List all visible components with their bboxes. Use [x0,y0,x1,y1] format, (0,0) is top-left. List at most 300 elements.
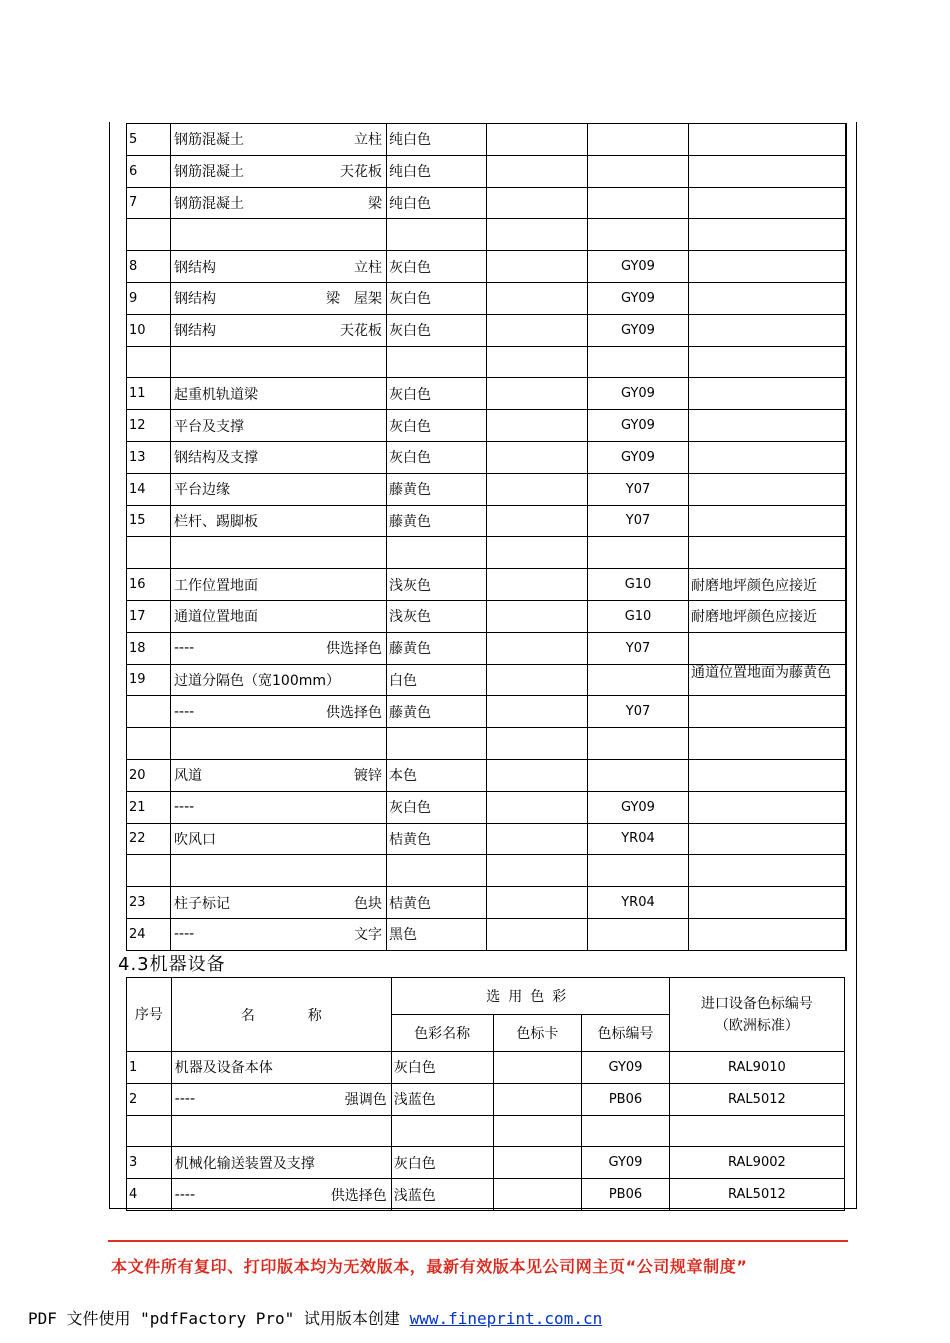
cell-color-card [487,378,588,410]
cell-color-code: GY09 [588,791,689,823]
note-text: 耐磨地坪颜色应接近 [691,577,817,594]
cell-color-name: 纯白色 [387,124,487,156]
table-row [127,632,846,664]
cell-color-card [493,1115,582,1147]
pdf-creator-line [28,1306,602,1329]
item-name: 平台边缘 [174,482,230,499]
header-name-a: 名 [240,1007,255,1024]
table-row [127,410,846,442]
cell-name-wrap [174,924,386,944]
cell-note [689,282,846,314]
cell-color-name: 灰白色 [387,378,487,410]
cell-color-card [487,791,588,823]
cell-num: 19 [127,664,171,696]
cell-color-card [487,124,588,156]
cell-ral-code: RAL9010 [669,1052,844,1084]
cell-color-name: 藤黄色 [387,473,487,505]
cell-color-name: 灰白色 [387,441,487,473]
cell-color-name: 本色 [387,759,487,791]
cell-name [171,410,387,442]
cell-name [171,219,387,251]
cell-name-wrap [174,193,386,213]
cell-name-wrap [175,1185,391,1205]
header-name-b: 称 [307,1007,322,1024]
table-row [127,696,846,728]
cell-num: 16 [127,569,171,601]
color-table-body [127,124,846,951]
cell-name [171,505,387,537]
cell-color-card [487,569,588,601]
cell-color-card [493,1052,582,1084]
cell-num [127,696,171,728]
item-name: ---- [174,640,195,657]
item-subname: 供选择色 [326,704,382,721]
cell-note [689,155,846,187]
cell-note [689,600,846,632]
cell-color-code: GY09 [582,1147,670,1179]
cell-note [689,791,846,823]
table-row [127,282,846,314]
header-color-code: 色标编号 [582,1015,670,1052]
cell-name [171,1147,391,1179]
cell-num [127,346,171,378]
cell-color-name: 浅蓝色 [391,1083,493,1115]
item-name: 钢筋混凝土 [174,195,244,212]
cell-color-code [588,155,689,187]
cell-num [127,728,171,760]
cell-color-code: YR04 [588,823,689,855]
item-subname: 色块 [354,895,382,912]
cell-color-code: GY09 [588,282,689,314]
cell-color-card [487,219,588,251]
cell-num: 13 [127,441,171,473]
cell-color-card [487,537,588,569]
cell-name-wrap [174,447,386,467]
table-row [127,124,846,156]
cell-num: 22 [127,823,171,855]
cell-color-code: GY09 [582,1052,670,1084]
cell-name [171,823,387,855]
table-row [127,473,846,505]
item-name: ---- [174,1186,196,1203]
cell-num: 17 [127,600,171,632]
cell-color-card [487,632,588,664]
pdf-prefix: PDF 文件使用 "pdfFactory Pro" 试用版本创建 [28,1309,410,1328]
cell-name [171,282,387,314]
cell-num: 4 [127,1179,172,1211]
cell-name-wrap [174,479,386,499]
item-subname: 立柱 [354,259,382,276]
cell-note [689,473,846,505]
cell-note [689,314,846,346]
cell-color-code [582,1115,670,1147]
cell-color-card [487,473,588,505]
cell-color-code [588,187,689,219]
cell-num [127,855,171,887]
item-name: 风道 [174,768,202,785]
cell-color-name: 灰白色 [387,314,487,346]
cell-color-card [487,314,588,346]
cell-num: 15 [127,505,171,537]
item-name: 机器及设备本体 [174,1060,273,1077]
cell-color-card [487,282,588,314]
cell-note [689,759,846,791]
item-name: 起重机轨道梁 [174,386,258,403]
cell-color-name [387,219,487,251]
table-row [127,505,846,537]
table-row [127,791,846,823]
cell-num: 3 [127,1147,172,1179]
cell-name [171,378,387,410]
cell-color-card [493,1179,582,1211]
table-row [127,728,846,760]
cell-note [689,410,846,442]
cell-color-name [387,855,487,887]
item-name: ---- [174,703,195,720]
cell-name [171,887,387,919]
cell-color-card [487,251,588,283]
cell-color-code: PB06 [582,1179,670,1211]
cell-color-code [588,346,689,378]
cell-color-name: 桔黄色 [387,887,487,919]
footer-notice: 本文件所有复印、打印版本均为无效版本，最新有效版本见公司网主页“公司规章制度” [111,1257,748,1276]
cell-color-code: PB06 [582,1083,670,1115]
cell-name [171,251,387,283]
table-row [127,855,846,887]
cell-num: 11 [127,378,171,410]
cell-color-code: Y07 [588,632,689,664]
cell-color-code: YR04 [588,887,689,919]
cell-name-wrap [174,638,386,658]
header-import-line2: （欧洲标准） [714,1017,799,1034]
table-row [127,1147,845,1179]
cell-color-code: Y07 [588,696,689,728]
cell-color-name: 浅灰色 [387,600,487,632]
cell-color-name [387,728,487,760]
table-row [127,887,846,919]
cell-num [127,537,171,569]
table-row [127,918,846,950]
cell-name [171,124,387,156]
table-row [127,155,846,187]
cell-color-name: 纯白色 [387,155,487,187]
cell-color-name: 白色 [387,664,487,696]
cell-color-name [387,537,487,569]
table-row [127,1052,845,1084]
item-name: 栏杆、踢脚板 [174,513,258,530]
table-row [127,759,846,791]
cell-num: 6 [127,155,171,187]
cell-color-name: 黑色 [387,918,487,950]
cell-note [689,441,846,473]
cell-name-wrap [175,1089,391,1109]
cell-color-code: GY09 [588,410,689,442]
header-import-line1: 进口设备色标编号 [700,995,813,1012]
section-title: 4.3机器设备 [118,954,226,975]
header-color-group: 选用色彩 [391,978,669,1015]
cell-color-name: 藤黄色 [387,505,487,537]
cell-name [171,728,387,760]
item-name: 通道位置地面 [174,609,258,626]
cell-note [689,569,846,601]
cell-name [171,759,387,791]
table-row [127,569,846,601]
table-header-row [127,978,845,1015]
cell-color-code: Y07 [588,505,689,537]
cell-color-code [588,728,689,760]
cell-color-name: 浅灰色 [387,569,487,601]
table-row [127,600,846,632]
cell-name [171,155,387,187]
cell-ral-code: RAL9002 [669,1147,844,1179]
cell-color-name: 灰白色 [391,1147,493,1179]
item-subname: 强调色 [344,1092,387,1109]
cell-note [689,728,846,760]
table-row [127,378,846,410]
cell-color-name: 纯白色 [387,187,487,219]
cell-color-code [588,664,689,696]
cell-color-card [487,155,588,187]
item-subname: 供选择色 [330,1187,387,1204]
cell-name [171,1083,391,1115]
cell-color-code: GY09 [588,441,689,473]
machine-table-body [127,978,845,1211]
cell-name [171,1179,391,1211]
cell-name-wrap [174,288,386,308]
cell-name [171,473,387,505]
cell-color-code [588,759,689,791]
cell-note [689,124,846,156]
cell-color-code: GY09 [588,378,689,410]
cell-color-card [487,441,588,473]
item-name: 柱子标记 [174,895,230,912]
cell-name-wrap [174,575,386,595]
cell-color-code: Y07 [588,473,689,505]
item-name: ---- [174,1091,196,1108]
cell-color-code [588,537,689,569]
cell-name [171,314,387,346]
cell-name [171,569,387,601]
cell-name [171,918,387,950]
cell-ral-code: RAL5012 [669,1083,844,1115]
cell-name [171,346,387,378]
header-color-card: 色标卡 [493,1015,582,1052]
cell-note [689,918,846,950]
cell-color-card [493,1147,582,1179]
cell-note [689,855,846,887]
cell-ral-code: RAL5012 [669,1179,844,1211]
item-name: 过道分隔色（宽100mm） [174,672,340,689]
cell-name [171,187,387,219]
item-name: 钢结构及支撑 [174,450,258,467]
cell-color-card [487,728,588,760]
cell-color-card [487,410,588,442]
table-row [127,219,846,251]
item-subname: 梁 屋架 [326,291,382,308]
cell-name-wrap [174,765,386,785]
cell-note [689,823,846,855]
cell-name-wrap [174,829,386,849]
cell-color-name: 灰白色 [391,1052,493,1084]
cell-name-wrap [174,384,386,404]
item-name: 钢筋混凝土 [174,164,244,181]
cell-color-name: 藤黄色 [387,696,487,728]
item-subname: 梁 [368,195,382,212]
cell-name [171,537,387,569]
table-row [127,314,846,346]
cell-color-card [487,823,588,855]
cell-num: 7 [127,187,171,219]
cell-color-name: 灰白色 [387,282,487,314]
item-name: 钢结构 [174,291,216,308]
footer-divider [108,1240,848,1242]
header-seq: 序号 [127,978,172,1052]
cell-num: 24 [127,918,171,950]
header-color-name: 色彩名称 [391,1015,493,1052]
cell-name-wrap [175,1057,391,1077]
cell-name [171,441,387,473]
item-subname: 镀锌 [354,768,382,785]
table-row [127,441,846,473]
cell-name-wrap [174,511,386,531]
cell-name [171,1115,391,1147]
cell-color-name [387,346,487,378]
item-name: 钢结构 [174,259,216,276]
item-name: 机械化输送装置及支撑 [174,1155,315,1172]
cell-color-code: GY09 [588,251,689,283]
cell-name-wrap [175,1153,391,1173]
table-row [127,664,846,696]
color-table-buildings [126,123,847,951]
cell-num: 21 [127,791,171,823]
item-name: 平台及支撑 [174,418,244,435]
fineprint-link[interactable]: www.fineprint.com.cn [409,1309,603,1328]
cell-num: 20 [127,759,171,791]
table-row [127,537,846,569]
table-row [127,187,846,219]
cell-note [689,346,846,378]
cell-color-code [588,855,689,887]
item-name: 吹风口 [174,831,216,848]
cell-num: 10 [127,314,171,346]
header-import-code [669,978,844,1052]
cell-color-card [487,696,588,728]
item-name: 工作位置地面 [174,577,258,594]
cell-num: 18 [127,632,171,664]
cell-color-card [487,600,588,632]
cell-color-card [487,918,588,950]
cell-color-card [487,187,588,219]
table-row [127,1083,845,1115]
cell-color-card [487,346,588,378]
cell-name-wrap [174,670,386,690]
cell-name [171,1052,391,1084]
cell-name-wrap [174,606,386,626]
cell-num: 8 [127,251,171,283]
cell-color-name: 灰白色 [387,410,487,442]
cell-color-name: 浅蓝色 [391,1179,493,1211]
cell-name-wrap [174,161,386,181]
cell-num: 12 [127,410,171,442]
cell-color-code: G10 [588,569,689,601]
item-name: ---- [174,799,195,816]
cell-num: 23 [127,887,171,919]
cell-color-code [588,124,689,156]
cell-color-card [487,887,588,919]
cell-name-wrap [174,416,386,436]
cell-note [689,696,846,728]
cell-num: 2 [127,1083,172,1115]
cell-num: 14 [127,473,171,505]
cell-num: 5 [127,124,171,156]
cell-color-name: 桔黄色 [387,823,487,855]
cell-num: 9 [127,282,171,314]
cell-name [171,855,387,887]
cell-name [171,664,387,696]
table-row [127,1115,845,1147]
table-row [127,251,846,283]
cell-name [171,696,387,728]
note-text: 耐磨地坪颜色应接近 [691,609,817,626]
cell-color-code: GY09 [588,314,689,346]
cell-color-name: 灰白色 [387,791,487,823]
cell-note [689,251,846,283]
cell-color-card [487,664,588,696]
table-row [127,1179,845,1211]
cell-name-wrap [174,799,386,815]
cell-note [689,887,846,919]
cell-num [127,219,171,251]
cell-color-name: 藤黄色 [387,632,487,664]
cell-color-code [588,918,689,950]
cell-color-name [391,1115,493,1147]
item-subname: 立柱 [354,132,382,149]
cell-name-wrap [174,702,386,722]
cell-num [127,1115,172,1147]
cell-name-wrap [174,320,386,340]
cell-color-name: 灰白色 [387,251,487,283]
cell-color-card [487,759,588,791]
item-name: ---- [174,926,195,943]
cell-color-card [487,505,588,537]
item-subname: 供选择色 [326,641,382,658]
table-row [127,346,846,378]
note-text: 通道位置地面为藤黄色 [691,664,831,681]
cell-name-wrap [174,257,386,277]
cell-name [171,600,387,632]
item-name: 钢结构 [174,323,216,340]
item-subname: 文字 [354,927,382,944]
header-name [171,978,391,1052]
item-subname: 天花板 [340,164,382,181]
color-table-machines [126,977,845,1211]
cell-ral-code [669,1115,844,1147]
cell-note [689,537,846,569]
cell-name [171,632,387,664]
cell-color-card [493,1083,582,1115]
cell-note [689,664,846,696]
table-row [127,823,846,855]
cell-name-wrap [174,129,386,149]
cell-note [689,187,846,219]
cell-note [689,378,846,410]
cell-color-card [487,855,588,887]
cell-name-wrap [174,893,386,913]
cell-note [689,219,846,251]
item-name: 钢筋混凝土 [174,132,244,149]
cell-note [689,632,846,664]
cell-color-code [588,219,689,251]
